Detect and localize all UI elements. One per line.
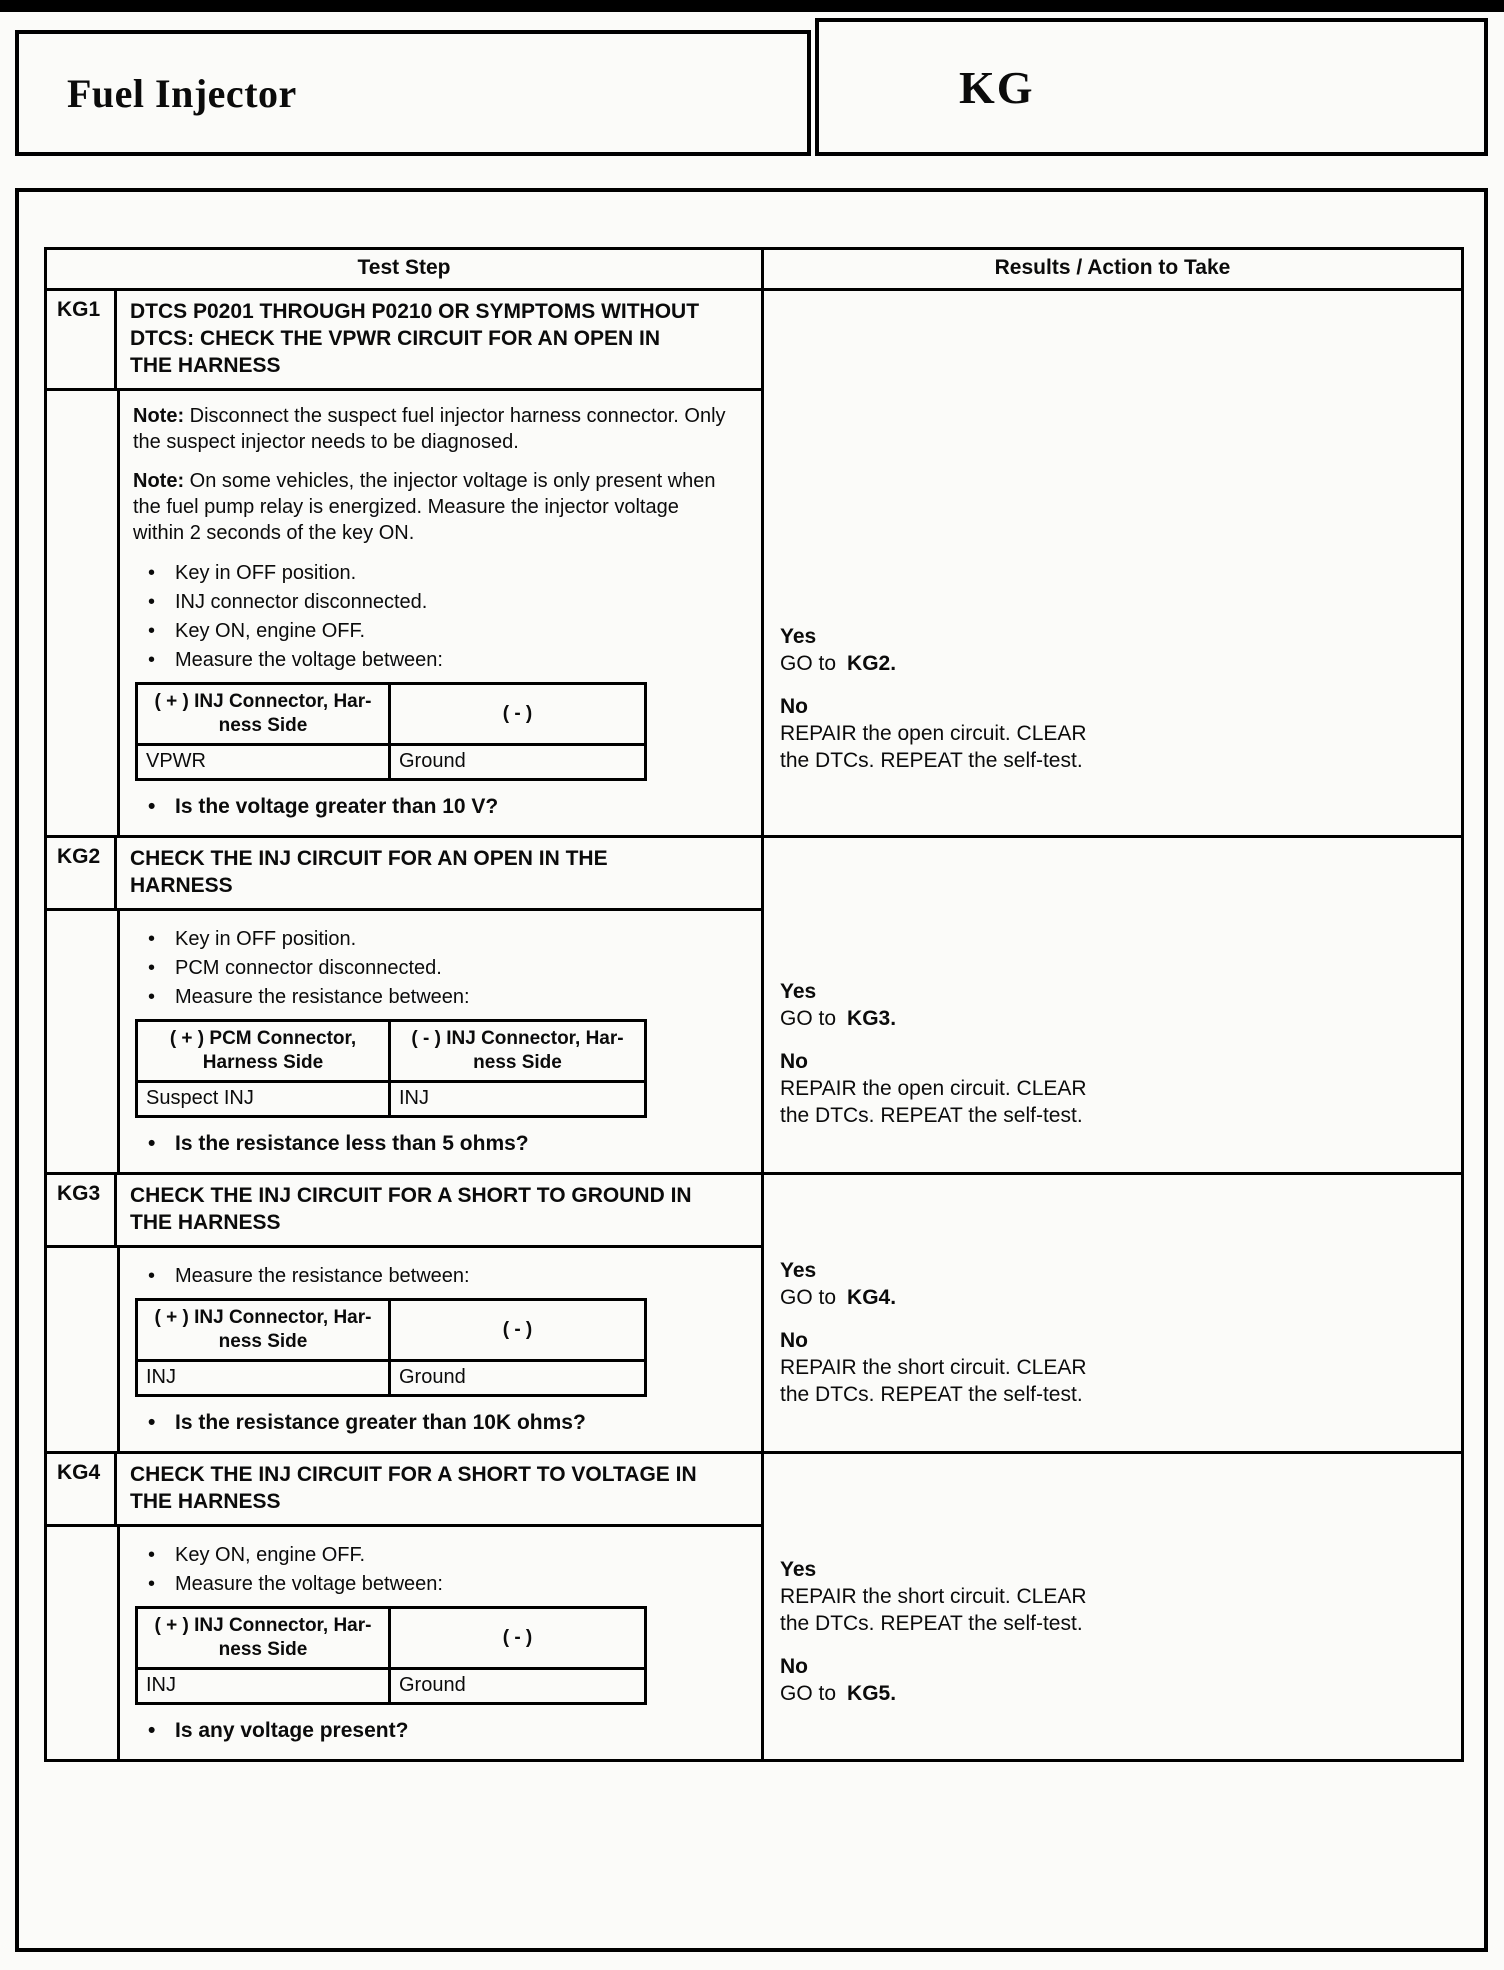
result-action-text: REPAIR the open circuit. CLEAR the DTCs. REPEAT the self-test. (780, 1077, 1087, 1127)
measure-plus-header-line2: ness Side (218, 1331, 308, 1352)
note-text: On some vehicles, the injector voltage is only present when the fuel pump relay is energized. Measure the injector voltage within 2 seconds of the key ON. (133, 470, 716, 544)
measure-table-header (138, 1301, 644, 1362)
result-outcome-yes (780, 623, 1447, 677)
measure-minus-value: Ground (399, 1366, 466, 1388)
top-border-bar (0, 0, 1504, 12)
measure-plus-header-line2: ness Side (218, 1639, 308, 1660)
measure-plus-value: Suspect INJ (138, 1083, 391, 1115)
bullet-item: • Key ON, engine OFF. (133, 617, 751, 645)
test-step-row-kg3 (47, 1172, 1461, 1451)
step-title: DTCS P0201 THROUGH P0210 OR SYMPTOMS WITHOUT DTCS: CHECK THE VPWR CIRCUIT FOR AN OPEN IN THE HARNESS (130, 300, 700, 377)
bullet-item: • Key in OFF position. (133, 559, 751, 587)
result-action-text: REPAIR the short circuit. CLEAR the DTCs. REPEAT the self-test. (780, 1585, 1087, 1635)
pinpoint-test-table (44, 247, 1464, 1762)
step-id-spacer (47, 1248, 120, 1451)
measure-table-header (138, 1609, 644, 1670)
measure-minus-header (391, 1301, 644, 1359)
step-title-row (47, 1454, 761, 1527)
measure-plus-value: VPWR (138, 746, 391, 778)
measure-minus-header (391, 1022, 644, 1080)
step-id: KG1 (47, 291, 117, 388)
step-id-spacer (47, 1527, 120, 1759)
bullet-list (133, 1262, 751, 1290)
result-action-text: GO to (780, 1682, 837, 1705)
result-action (780, 1005, 1110, 1032)
title-box (15, 30, 811, 156)
measure-plus-header-line1: ( + ) INJ Connector, Har- (154, 1615, 372, 1636)
step-body (120, 1248, 761, 1451)
measure-minus-header-line2: ness Side (473, 1052, 562, 1073)
bullet-item: • INJ connector disconnected. (133, 588, 751, 616)
result-action-target: KG3. (847, 1007, 897, 1030)
note-label: Note: (133, 405, 185, 427)
measure-minus-header-line1: ( - ) (502, 1627, 533, 1648)
result-answer: Yes (780, 1259, 817, 1282)
measure-table (135, 1298, 647, 1397)
results-cell (764, 1175, 1461, 1451)
result-outcome-no (780, 1327, 1447, 1408)
page-title: Fuel Injector (67, 70, 297, 116)
measure-table-values (138, 1362, 644, 1394)
step-id: KG3 (47, 1175, 117, 1245)
measure-plus-header (138, 1022, 391, 1080)
measure-plus-header (138, 685, 391, 743)
measure-table (135, 1019, 647, 1118)
step-body (120, 391, 761, 835)
result-action-text: GO to (780, 1007, 837, 1030)
result-action-target: KG5. (847, 1682, 897, 1705)
result-outcome-no (780, 1653, 1447, 1707)
step-body-row (47, 391, 761, 835)
measure-minus-value: Ground (399, 750, 466, 772)
test-step-cell (47, 1175, 764, 1451)
result-answer: Yes (780, 980, 817, 1003)
note (133, 403, 733, 455)
result-action-text: REPAIR the short circuit. CLEAR the DTCs. REPEAT the self-test. (780, 1356, 1087, 1406)
result-answer: No (780, 1050, 808, 1073)
section-code-box (815, 18, 1488, 156)
results-cell (764, 291, 1461, 835)
results-cell (764, 838, 1461, 1172)
measure-table-values (138, 1670, 644, 1702)
test-step-row-kg4 (47, 1451, 1461, 1759)
step-question: • Is the resistance less than 5 ohms? (133, 1130, 751, 1158)
step-id: KG4 (47, 1454, 117, 1524)
result-outcome-no (780, 1048, 1447, 1129)
result-answer: Yes (780, 625, 817, 648)
measure-plus-header-line2: Harness Side (202, 1052, 324, 1073)
result-outcome-yes (780, 978, 1447, 1032)
result-action-target: KG4. (847, 1286, 897, 1309)
test-step-row-kg1 (47, 288, 1461, 835)
test-step-cell (47, 1454, 764, 1759)
measure-plus-header-line1: ( + ) INJ Connector, Har- (154, 691, 372, 712)
step-body-row (47, 1527, 761, 1759)
measure-plus-header (138, 1609, 391, 1667)
step-question: • Is the voltage greater than 10 V? (133, 793, 751, 821)
note-text: Disconnect the suspect fuel injector harness connector. Only the suspect injector needs to be diagnosed. (133, 405, 726, 453)
measure-minus-header (391, 1609, 644, 1667)
result-answer: No (780, 695, 808, 718)
result-answer: No (780, 1655, 808, 1678)
bullet-item: • PCM connector disconnected. (133, 954, 751, 982)
measure-table (135, 1606, 647, 1705)
results-cell (764, 1454, 1461, 1759)
measure-plus-header (138, 1301, 391, 1359)
result-outcome-no (780, 693, 1447, 774)
result-action (780, 1284, 1110, 1311)
measure-plus-value: INJ (138, 1362, 391, 1394)
bullet-item: • Measure the voltage between: (133, 1570, 751, 1598)
measure-minus-value: INJ (399, 1087, 429, 1109)
step-body-row (47, 911, 761, 1172)
bullet-item: • Key ON, engine OFF. (133, 1541, 751, 1569)
step-title: CHECK THE INJ CIRCUIT FOR A SHORT TO GROUND IN THE HARNESS (130, 1184, 692, 1234)
result-action-text: GO to (780, 652, 837, 675)
measure-minus-value: Ground (399, 1674, 466, 1696)
measure-plus-header-line1: ( + ) INJ Connector, Har- (154, 1307, 372, 1328)
result-action (780, 720, 1110, 774)
result-outcome-yes (780, 1257, 1447, 1311)
test-step-cell (47, 838, 764, 1172)
result-action-target: KG2. (847, 652, 897, 675)
test-step-cell (47, 291, 764, 835)
step-id-spacer (47, 391, 120, 835)
measure-plus-header-line2: ness Side (218, 715, 308, 736)
step-question: • Is any voltage present? (133, 1717, 751, 1745)
column-header-test-step: Test Step (47, 250, 764, 288)
step-question: • Is the resistance greater than 10K ohms? (133, 1409, 751, 1437)
result-answer: Yes (780, 1558, 817, 1581)
result-action-text: REPAIR the open circuit. CLEAR the DTCs. REPEAT the self-test. (780, 722, 1087, 772)
note (133, 468, 733, 546)
step-title: CHECK THE INJ CIRCUIT FOR AN OPEN IN THE HARNESS (130, 847, 608, 897)
step-body-row (47, 1248, 761, 1451)
step-id: KG2 (47, 838, 117, 908)
measure-minus-header-line1: ( - ) (502, 703, 533, 724)
measure-table-values (138, 1083, 644, 1115)
step-id-spacer (47, 911, 120, 1172)
measure-minus-header (391, 685, 644, 743)
result-action (780, 650, 1110, 677)
result-answer: No (780, 1329, 808, 1352)
step-title-row (47, 1175, 761, 1248)
bullet-item: • Key in OFF position. (133, 925, 751, 953)
note-label: Note: (133, 470, 185, 492)
bullet-list (133, 559, 751, 674)
bullet-item: • Measure the voltage between: (133, 646, 751, 674)
test-step-row-kg2 (47, 835, 1461, 1172)
table-header-row (47, 250, 1461, 288)
measure-table-header (138, 1022, 644, 1083)
content-frame (15, 188, 1488, 1952)
column-header-results: Results / Action to Take (994, 256, 1231, 279)
result-action-text: GO to (780, 1286, 837, 1309)
step-body (120, 1527, 761, 1759)
measure-table-values (138, 746, 644, 778)
result-action (780, 1354, 1110, 1408)
bullet-list (133, 925, 751, 1011)
bullet-item: • Measure the resistance between: (133, 1262, 751, 1290)
measure-plus-header-line1: ( + ) PCM Connector, (169, 1028, 357, 1049)
bullet-item: • Measure the resistance between: (133, 983, 751, 1011)
measure-plus-value: INJ (138, 1670, 391, 1702)
measure-minus-header-line1: ( - ) INJ Connector, Har- (411, 1028, 624, 1049)
result-outcome-yes (780, 1556, 1447, 1637)
measure-minus-header-line1: ( - ) (502, 1319, 533, 1340)
section-code: KG (959, 61, 1035, 113)
measure-table (135, 682, 647, 781)
step-title: CHECK THE INJ CIRCUIT FOR A SHORT TO VOLTAGE IN THE HARNESS (130, 1463, 697, 1513)
measure-table-header (138, 685, 644, 746)
result-action (780, 1680, 1110, 1707)
bullet-list (133, 1541, 751, 1598)
step-body (120, 911, 761, 1172)
step-title-row (47, 838, 761, 911)
result-action (780, 1583, 1110, 1637)
result-action (780, 1075, 1110, 1129)
step-title-row (47, 291, 761, 391)
